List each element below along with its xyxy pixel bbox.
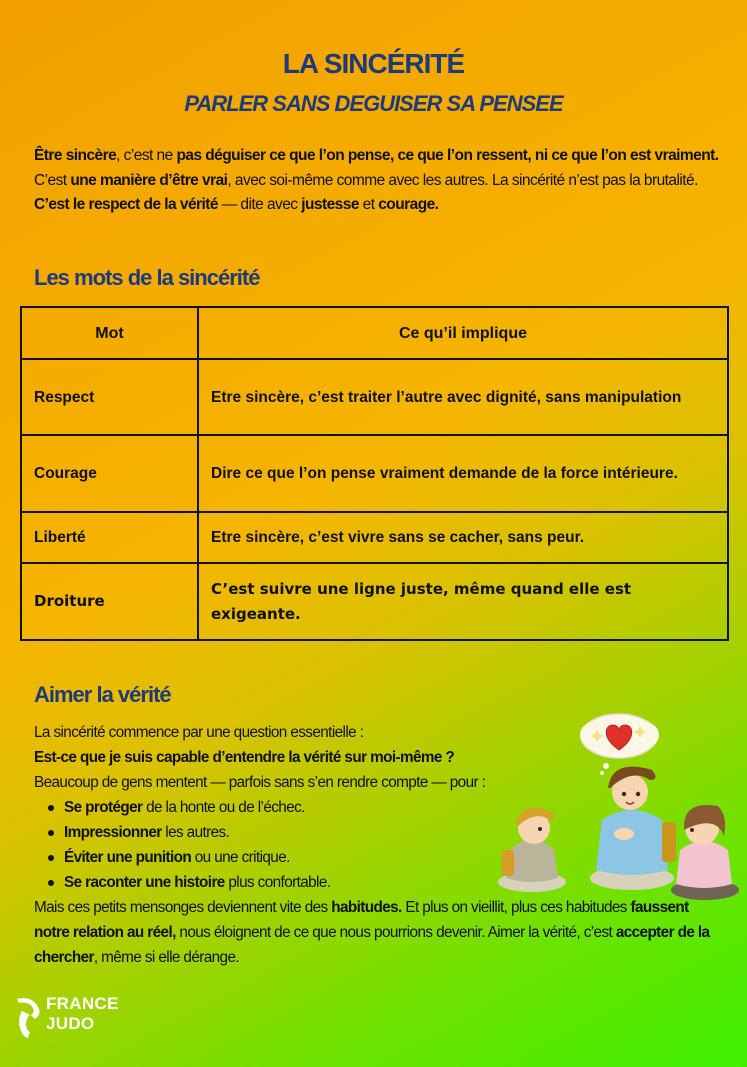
list-item-rest: de la honte ou de l’échec. [142,799,305,816]
closing-segment: accepter de la chercher [34,924,710,966]
children-talking-heart-illustration [492,710,742,905]
closing-segment: habitudes. [331,899,402,916]
child-left-icon [498,808,566,892]
cell-implique: Etre sincère, c’est vivre sans se cacher, sans peur. [198,512,728,563]
intro-segment: , c’est ne [116,147,177,164]
table-header-row [21,307,728,359]
intro-segment: et [358,196,379,213]
intro-segment: courage. [378,196,439,213]
closing-segment: , même si elle dérange. [93,949,240,966]
closing-segment: faussent notre relation au réel, [34,899,689,941]
cell-implique: Dire ce que l’on pense vraiment demande de la force intérieure. [198,435,728,512]
intro-segment: , avec soi-même comme avec les autres. La sincérité n’est pas la brutalité. [227,171,698,189]
cell-implique: C’est suivre une ligne juste, même quand elle est exigeante. [198,563,728,640]
truth-closing [34,895,724,970]
section-heading-words: Les mots de la sincérité [34,265,260,290]
intro-paragraph [34,144,734,218]
closing-segment: Mais ces petits mensonges deviennent vite des [34,899,332,916]
list-item-bold: Se protéger [64,799,143,816]
logo-line-2: JUDO [46,1014,95,1033]
words-table [20,306,729,641]
table-row [21,512,728,563]
column-header-implique: Ce qu’il implique [198,307,728,359]
intro-segment: — dite avec [217,196,302,213]
page-subtitle: PARLER SANS DEGUISER SA PENSEE [184,91,563,116]
child-right-icon [671,805,739,900]
table-row [21,435,728,512]
list-item-bold: Éviter une punition [64,849,192,866]
logo-wordmark [46,994,119,1034]
list-item-bold: Se raconter une histoire [64,874,225,891]
intro-segment: pas déguiser ce que l’on pense, ce que l’on ressent, ni ce que l’on est vraiment. [176,147,719,164]
truth-intro-line: La sincérité commence par une question essentielle : [34,724,364,741]
column-header-mot: Mot [21,307,198,359]
table-row [21,563,728,640]
closing-segment: Et plus on vieillit, plus ces habitudes [401,899,631,916]
list-item-bold: Impressionner [64,824,162,841]
intro-segment: Être sincère [34,147,117,164]
france-judo-logo [14,993,134,1039]
list-item-rest: plus confortable. [224,874,331,891]
cell-mot: Liberté [21,512,198,563]
cell-mot: Courage [21,435,198,512]
cell-implique: Etre sincère, c’est traiter l’autre avec dignité, sans manipulation [198,359,728,435]
closing-segment: nous éloignent de ce que nous pourrions devenir. Aimer la vérité, c’est [175,924,616,941]
table-row [21,359,728,435]
thought-bubble-icon [580,714,659,775]
section-heading-truth: Aimer la vérité [34,682,171,707]
child-middle-icon [590,767,676,890]
list-item-rest: ou une critique. [191,849,290,866]
cell-mot: Respect [21,359,198,435]
list-item-rest: les autres. [161,824,230,841]
truth-question: Est-ce que je suis capable d’entendre la vérité sur moi-même ? [34,749,455,766]
page-title: LA SINCÉRITÉ [282,48,465,79]
intro-segment: C’est [34,171,71,189]
cell-mot: Droiture [21,563,198,640]
intro-segment: une manière d’être vrai [70,171,228,189]
intro-segment: justesse [301,196,359,213]
truth-reasons-intro: Beaucoup de gens mentent — parfois sans s’en rendre compte — pour : [34,774,486,791]
logo-line-1: FRANCE [46,994,119,1013]
intro-segment: C’est le respect de la vérité [34,196,218,213]
judo-logo-icon [14,993,44,1039]
